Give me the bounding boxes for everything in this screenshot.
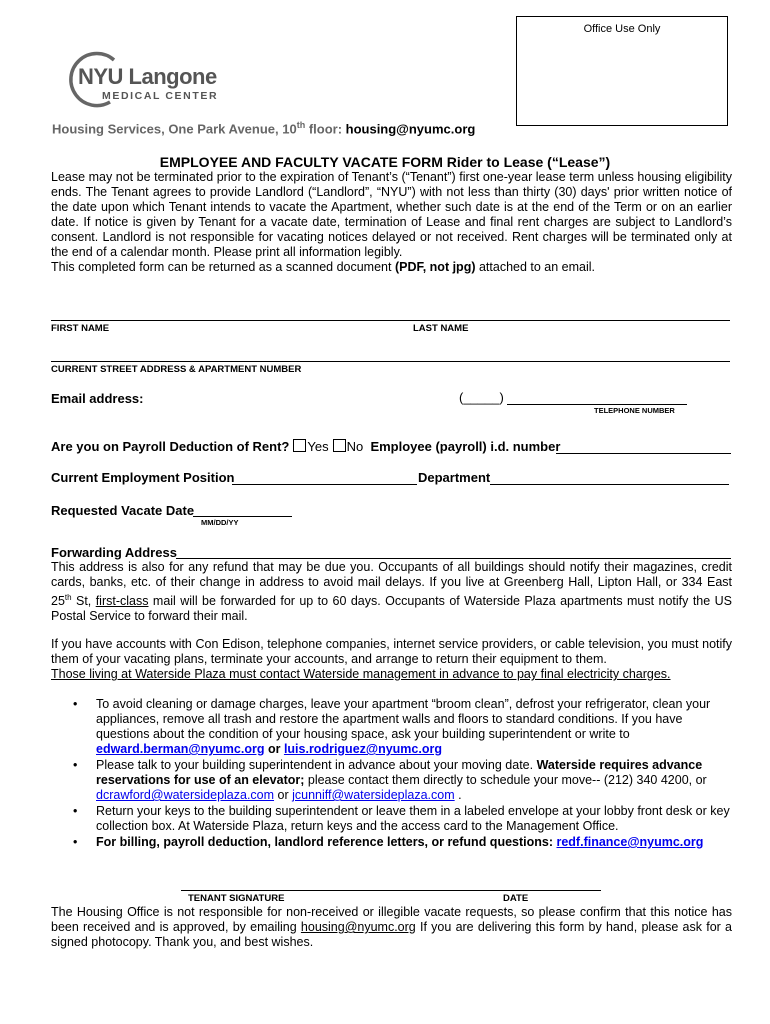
forwarding-address-line[interactable] bbox=[176, 558, 731, 559]
department-line[interactable] bbox=[490, 484, 729, 485]
name-line[interactable] bbox=[51, 320, 730, 321]
list-item: • To avoid cleaning or damage charges, leave your apartment “broom clean”, defrost your refrigerator, clean your appliances, remove all trash and restore the apartment walls and floors to standard conditions. If you have questions about the condition of your housing space, ask your building superintendent or write to edward.berman@nyumc.org or luis.rodriguez@nyumc.org bbox=[73, 697, 711, 756]
vacate-date-label: Requested Vacate Date bbox=[51, 503, 195, 518]
position-label: Current Employment Position bbox=[51, 470, 235, 485]
intro-paragraph: Lease may not be terminated prior to the expiration of Tenant’s (“Tenant”) first one-year lease term unless housing eligibility ends. The Tenant agrees to provide Landlord (“Landlord”, “NYU”) with not less than thirty (30) days' prior written notice of the date upon which Tenant intends to vacate the Apartment, whether such date is at the end of the Term or on an earlier date. If notice is given by Tenant for a vacate date, termination of Lease and final rent charges are subject to Landlord’s consent. Landlord is not responsible for vacating notices delayed or not received. Rent charges will be terminated only at the end of a calendar month. Please print all information legibly. This completed form can be returned as a scanned document (PDF, not jpg) attached to an email. bbox=[51, 170, 732, 274]
street-address-line[interactable] bbox=[51, 361, 730, 362]
forwarding-paragraph: This address is also for any refund that may be due you. Occupants of all buildings should notify their magazines, credit cards, banks, etc. of their change in address to avoid mail delays. If you live at Greenberg Hall, Lipton Hall, or 334 East 25th St, first-class mail will be forwarded for up to 60 days. Occupants of Waterside Plaza apartments must notify the US Postal Service to forward their mail. bbox=[51, 560, 732, 624]
last-name-label: LAST NAME bbox=[413, 323, 469, 334]
telephone-label: TELEPHONE NUMBER bbox=[594, 406, 675, 415]
office-use-label: Office Use Only bbox=[583, 23, 661, 35]
yes-checkbox[interactable] bbox=[293, 439, 306, 452]
logo-wordmark: NYU Langone bbox=[78, 64, 217, 89]
instructions-list bbox=[51, 697, 732, 851]
logo-subtitle: MEDICAL CENTER bbox=[102, 90, 219, 102]
housing-email[interactable]: housing@nyumc.org bbox=[345, 121, 476, 137]
signature-line[interactable] bbox=[181, 890, 601, 891]
footer-paragraph: The Housing Office is not responsible for non-received or illegible vacate requests, so please confirm that this notice has been received and is approved, by emailing housing@nyumc.org If you are delivering this form by hand, please ask for a signed photocopy. Thank you, and best wishes. bbox=[51, 905, 732, 949]
payroll-question: Are you on Payroll Deduction of Rent? Yes No Employee (payroll) i.d. number bbox=[51, 439, 561, 454]
street-address-label: CURRENT STREET ADDRESS & APARTMENT NUMBER bbox=[51, 364, 302, 375]
first-name-label: FIRST NAME bbox=[51, 323, 110, 334]
no-checkbox[interactable] bbox=[333, 439, 346, 452]
date-format-label: MM/DD/YY bbox=[201, 518, 239, 527]
finance-email-link[interactable]: redf.finance@nyumc.org bbox=[556, 835, 704, 849]
department-label: Department bbox=[418, 470, 491, 485]
housing-services-address: Housing Services, One Park Avenue, 10th floor: housing@nyumc.org bbox=[52, 120, 476, 137]
accounts-paragraph: If you have accounts with Con Edison, telephone companies, internet service providers, or cable television, you must notify them of your vacating plans, terminate your accounts, and arrange to return their equipment to them. Those living at Waterside Plaza must contact Waterside management in advance to pay final electricity charges. bbox=[51, 637, 732, 681]
dcrawford-email-link[interactable]: dcrawford@watersideplaza.com bbox=[96, 788, 275, 802]
tenant-signature-label: TENANT SIGNATURE bbox=[188, 893, 285, 904]
waterside-electricity-note: Those living at Waterside Plaza must contact Waterside management in advance to pay final electricity charges. bbox=[51, 667, 671, 681]
date-label: DATE bbox=[503, 893, 529, 904]
list-item: • Return your keys to the building superintendent or leave them in a labeled envelope at your lobby front desk or key collection box. At Waterside Plaza, return keys and the access card to the Management Office. bbox=[73, 804, 730, 833]
phone-area-code[interactable]: (_____) bbox=[459, 390, 504, 405]
luis-email-link[interactable]: luis.rodriguez@nyumc.org bbox=[283, 742, 442, 756]
form-title: EMPLOYEE AND FACULTY VACATE FORM Rider to Lease (“Lease”) bbox=[159, 154, 611, 170]
office-use-box bbox=[516, 16, 728, 126]
employee-id-label: Employee (payroll) i.d. number bbox=[370, 439, 561, 454]
forwarding-address-label: Forwarding Address bbox=[51, 545, 177, 560]
vacate-date-line[interactable] bbox=[193, 516, 292, 517]
list-item: • Please talk to your building superintendent in advance about your moving date. Waterside requires advance reservations for use of an elevator; please contact them directly to schedule your move-- (212) 340 4200, or dcrawford@watersideplaza.com or jcunniff@watersideplaza.com . bbox=[73, 758, 707, 802]
edward-email-link[interactable]: edward.berman@nyumc.org bbox=[96, 742, 265, 756]
email-label: Email address: bbox=[51, 391, 144, 406]
position-line[interactable] bbox=[232, 484, 417, 485]
jcunniff-email-link[interactable]: jcunniff@watersideplaza.com bbox=[292, 788, 455, 802]
employee-id-line[interactable] bbox=[556, 453, 731, 454]
footer-housing-email[interactable]: housing@nyumc.org bbox=[300, 920, 416, 934]
phone-line[interactable] bbox=[507, 404, 687, 405]
list-item: • For billing, payroll deduction, landlord reference letters, or refund questions: redf.finance@nyumc.org bbox=[73, 835, 704, 849]
